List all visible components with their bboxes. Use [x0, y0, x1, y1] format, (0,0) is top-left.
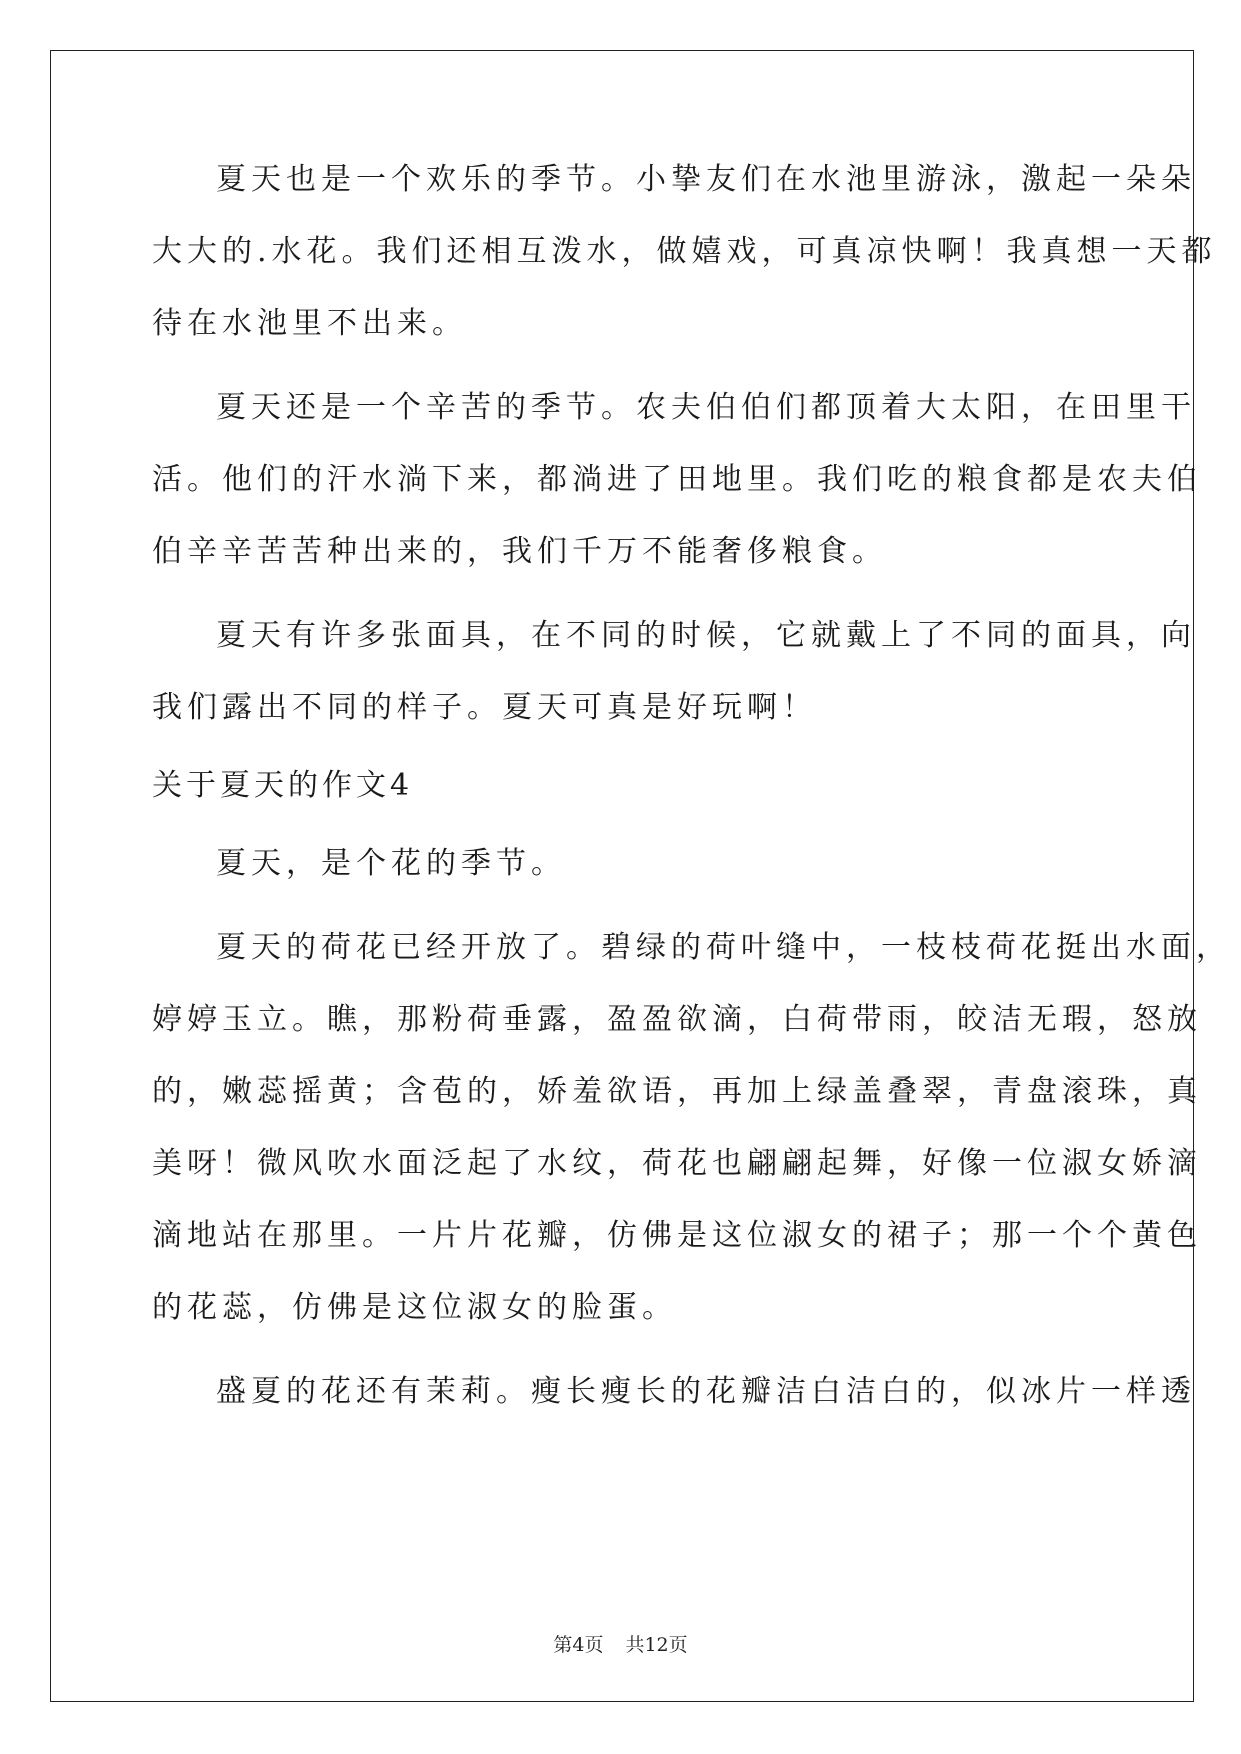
- paragraph-line: 滴地站在那里。一片片花瓣，仿佛是这位淑女的裙子；那一个个黄色: [152, 1218, 1202, 1253]
- paragraph-line: 大大的.水花。我们还相互泼水，做嬉戏，可真凉快啊！我真想一天都: [152, 234, 1217, 269]
- paragraph-line: 夏天也是一个欢乐的季节。小挚友们在水池里游泳，激起一朵朵: [216, 162, 1196, 197]
- paragraph-line: 夏天，是个花的季节。: [216, 846, 566, 881]
- paragraph-line: 待在水池里不出来。: [152, 306, 467, 341]
- paragraph-line: 美呀！微风吹水面泛起了水纹，荷花也翩翩起舞，好像一位淑女娇滴: [152, 1146, 1202, 1181]
- paragraph-line: 婷婷玉立。瞧，那粉荷垂露，盈盈欲滴，白荷带雨，皎洁无瑕，怒放: [152, 1002, 1202, 1037]
- section-heading: 关于夏天的作文4: [152, 768, 414, 803]
- paragraph-line: 活。他们的汗水淌下来，都淌进了田地里。我们吃的粮食都是农夫伯: [152, 462, 1202, 497]
- page-number-total: 共12页: [625, 1634, 688, 1656]
- paragraph-line: 的，嫩蕊摇黄；含苞的，娇羞欲语，再加上绿盖叠翠，青盘滚珠，真: [152, 1074, 1202, 1109]
- paragraph-line: 我们露出不同的样子。夏天可真是好玩啊！: [152, 690, 817, 725]
- paragraph-line: 伯辛辛苦苦种出来的，我们千万不能奢侈粮食。: [152, 534, 887, 569]
- paragraph-line: 夏天的荷花已经开放了。碧绿的荷叶缝中，一枝枝荷花挺出水面，: [216, 930, 1231, 965]
- paragraph-line: 的花蕊，仿佛是这位淑女的脸蛋。: [152, 1290, 677, 1325]
- paragraph-line: 夏天有许多张面具，在不同的时候，它就戴上了不同的面具，向: [216, 618, 1196, 653]
- page-number-current: 第4页: [553, 1634, 604, 1656]
- page-footer: [0, 1630, 1241, 1657]
- paragraph-line: 夏天还是一个辛苦的季节。农夫伯伯们都顶着大太阳，在田里干: [216, 390, 1196, 425]
- paragraph-line: 盛夏的花还有茉莉。瘦长瘦长的花瓣洁白洁白的，似冰片一样透: [216, 1374, 1196, 1409]
